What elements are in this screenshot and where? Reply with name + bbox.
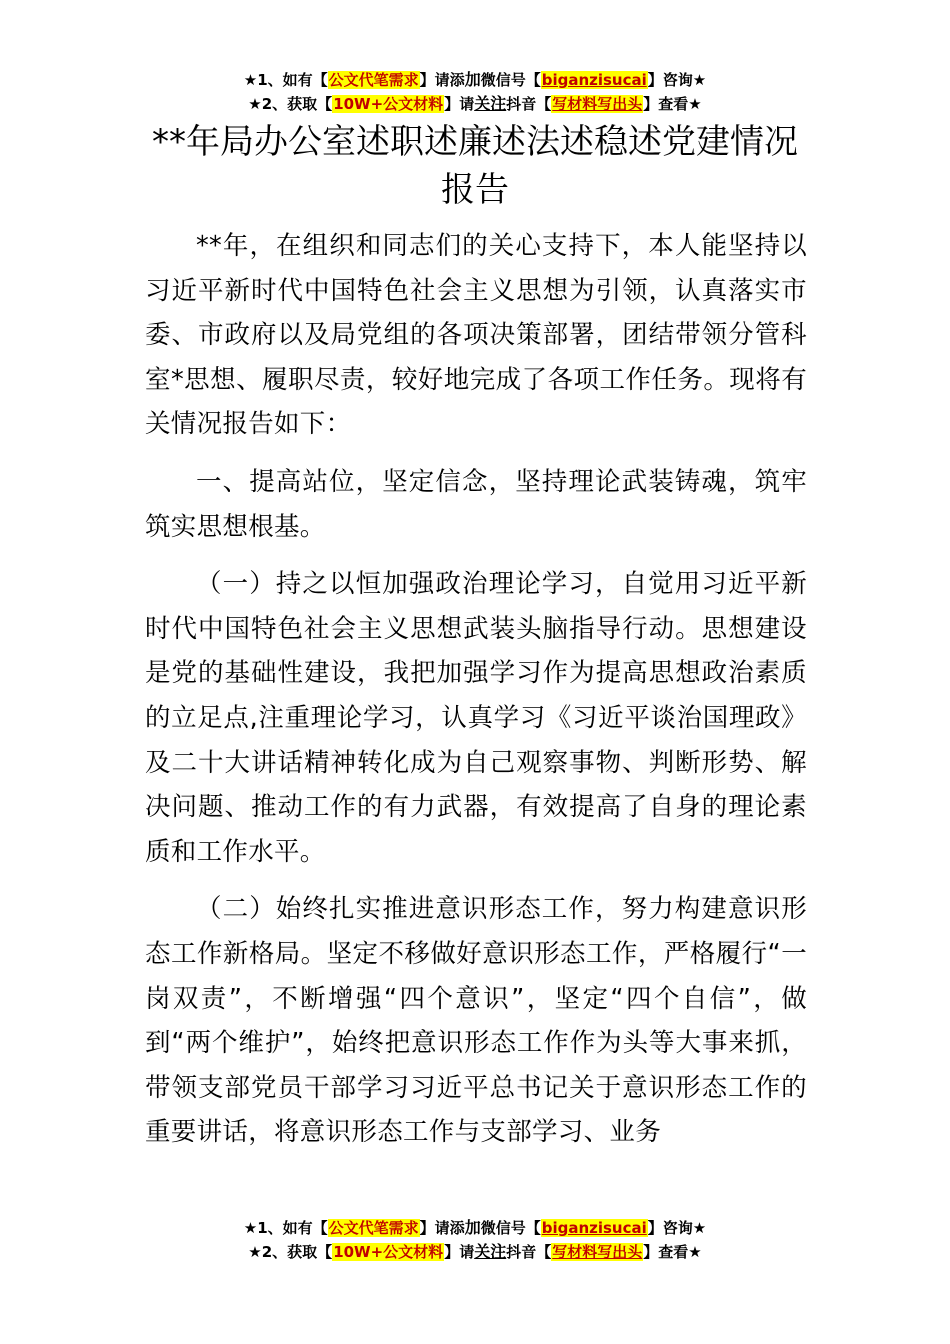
douyin-account: 写材料写出头 — [552, 1243, 643, 1261]
paragraph-section-1-heading: 一、提高站位，坚定信念，坚持理论武装铸魂，筑牢筑实思想根基。 — [145, 466, 807, 542]
highlight-materials: 10W+公文材料 — [333, 1243, 444, 1261]
banner-text: 微信号【 — [480, 71, 541, 89]
banner-text: 关注 — [474, 1242, 507, 1261]
banner-text: ★1、如有【 — [243, 71, 328, 89]
banner-text: ★2、获取【 — [248, 1243, 333, 1261]
banner-text: 抖音【 — [506, 1243, 552, 1261]
banner-text: 抖音【 — [506, 95, 552, 113]
banner-text: 】咨询★ — [647, 71, 707, 89]
paragraph-subsection-2: （二）始终扎实推进意识形态工作，努力构建意识形态工作新格局。坚定不移做好意识形态工作，严格履行“一岗双责”，不断增强“四个意识”，坚定“四个自信”，做到“两个维护”，始终把意识形态工作作为头等大事来抓，带领支部党员干部学习习近平总书记关于意识形态工作的重要讲话，将意识形态工作与支部学习、业务 — [145, 894, 807, 1148]
banner-text: 】咨询★ — [647, 1219, 707, 1237]
banner-line-2 — [0, 92, 950, 116]
banner-text: 加 — [464, 70, 481, 89]
banner-line-1 — [0, 68, 950, 92]
banner-text: 微信号【 — [480, 1219, 541, 1237]
banner-text: 】查看★ — [643, 95, 702, 113]
banner-line-1 — [0, 1216, 950, 1240]
banner-text: 】请 — [444, 1243, 475, 1261]
banner-text: 加 — [464, 1218, 481, 1237]
banner-text: 】查看★ — [643, 1243, 702, 1261]
highlight-materials: 10W+公文材料 — [333, 95, 444, 113]
banner-text: 】请 — [444, 95, 475, 113]
banner-text: 】请添 — [419, 1219, 465, 1237]
wechat-id: biganzisucai — [541, 71, 647, 89]
banner-text: ★1、如有【 — [243, 1219, 328, 1237]
paragraph-intro: **年，在组织和同志们的关心支持下，本人能坚持以习近平新时代中国特色社会主义思想为引领，认真落实市委、市政府以及局党组的各项决策部署，团结带领分管科室*思想、履职尽责，较好地完成了各项工作任务。现将有关情况报告如下： — [145, 231, 807, 440]
paragraph-subsection-1: （一）持之以恒加强政治理论学习，自觉用习近平新时代中国特色社会主义思想武装头脑指导行动。思想建设是党的基础性建设，我把加强学习作为提高思想政治素质的立足点,注重理论学习，认真学习《习近平谈治国理政》及二十大讲话精神转化成为自己观察事物、判断形势、解决问题、推动工作的有力武器，有效提高了自身的理论素质和工作水平。 — [145, 569, 807, 867]
banner-line-2 — [0, 1240, 950, 1264]
document-title: **年局办公室述职述廉述法述稳述党建情况报告 — [152, 122, 798, 210]
document-body — [145, 224, 807, 1168]
banner-text: 】请添 — [419, 71, 465, 89]
douyin-account: 写材料写出头 — [552, 95, 643, 113]
footer-banner — [0, 1216, 950, 1264]
header-banner — [0, 68, 950, 116]
banner-text: ★2、获取【 — [248, 95, 333, 113]
highlight-ghostwriting: 公文代笔需求 — [328, 71, 419, 89]
banner-text: 关注 — [474, 94, 507, 113]
highlight-ghostwriting: 公文代笔需求 — [328, 1219, 419, 1237]
wechat-id: biganzisucai — [541, 1219, 647, 1237]
